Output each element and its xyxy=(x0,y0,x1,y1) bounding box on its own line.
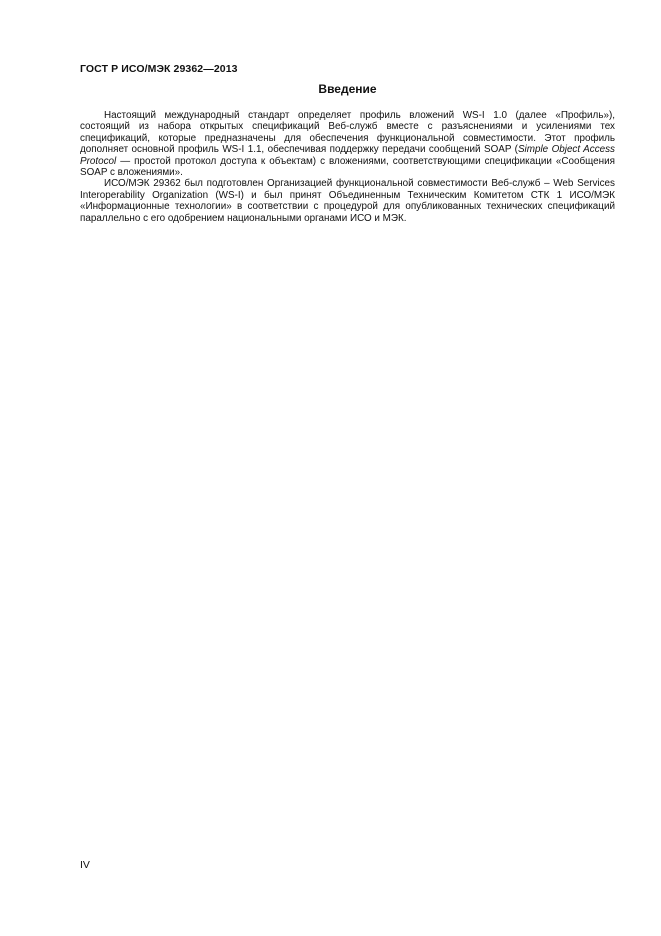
page-number: IV xyxy=(80,859,90,871)
paragraph-2: ИСО/МЭК 29362 был подготовлен Организацией функциональной совместимости Веб-служб – Web Services Interoperability Organization (WS-I) и был принят Объединенным Техническим Комитетом СТК 1 ИСО/МЭК «Информационные технологии» в соответствии с процедурой для опубликованных технических спецификаций параллельно с его одобрением национальными органами ИСО и МЭК. xyxy=(80,178,615,224)
paragraph-1 xyxy=(80,110,615,178)
paragraph-1-italic-term: Simple Object Access Protocol xyxy=(80,144,615,167)
paragraph-1-text-start: Настоящий международный стандарт определяет профиль вложений WS-I 1.0 (далее «Профиль»), состоящий из набора открытых спецификаций Веб-служб вместе с разъяснениями и усилениями тех спецификаций, которые предназначены для обеспечения функциональной совместимости. Этот профиль дополняет основной профиль WS-I 1.1, обеспечивая поддержку передачи сообщений SOAP ( xyxy=(80,110,615,156)
document-header: ГОСТ Р ИСО/МЭК 29362—2013 xyxy=(80,63,238,75)
paragraph-1-text-end: — простой протокол доступа к объектам) с вложениями, соответствующими спецификации «Сообщения SOAP с вложениями». xyxy=(80,155,615,179)
body-text xyxy=(80,110,615,224)
section-title: Введение xyxy=(318,82,377,96)
